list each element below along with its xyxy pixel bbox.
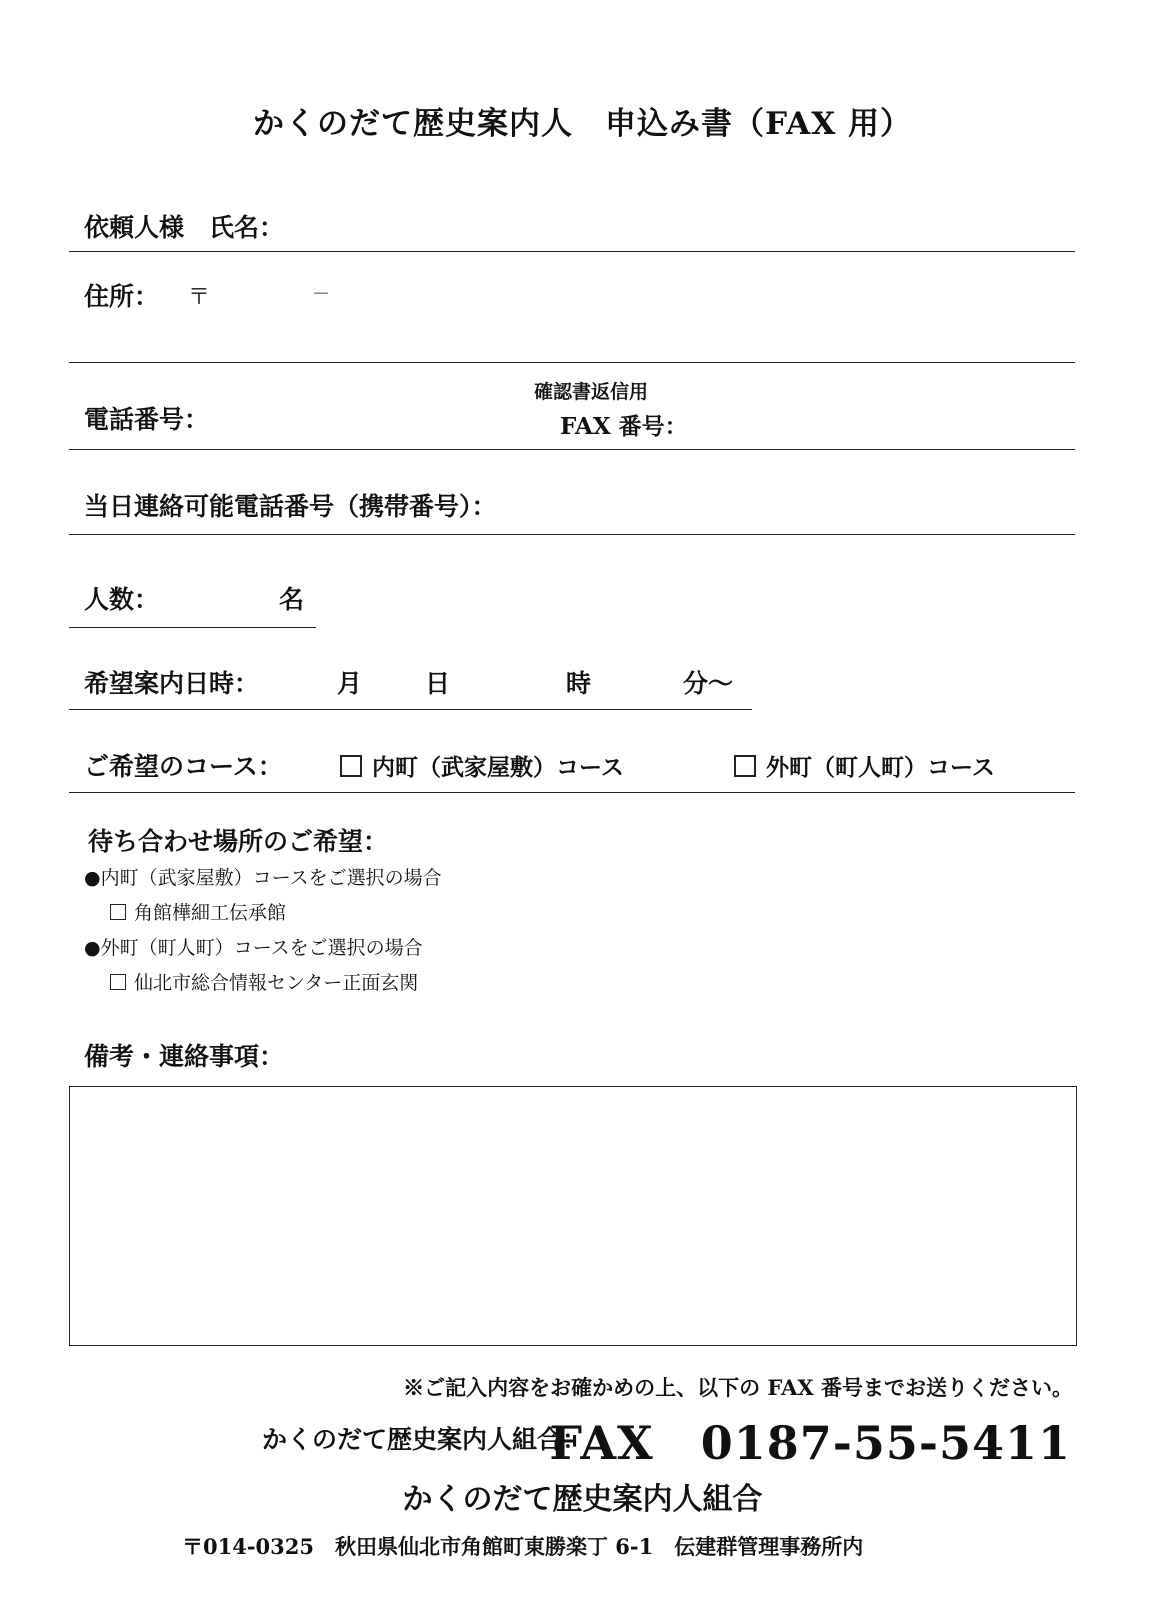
footer-address: 〒014-0325 秋田県仙北市角館町東勝楽丁 6-1 伝建群管理事務所内 <box>182 1534 864 1559</box>
course-option-uchimachi[interactable] <box>340 749 624 782</box>
datetime-label: 希望案内日時： <box>84 669 260 698</box>
checkbox-denshokan[interactable] <box>110 904 126 920</box>
footer-org-name: かくのだて歴史案内人組合 <box>402 1482 763 1517</box>
course-option-sotomachi[interactable] <box>734 749 995 782</box>
footer-note: ※ご記入内容をお確かめの上、以下の FAX 番号までお送りください。 <box>403 1375 1073 1400</box>
mobile-field-line[interactable] <box>69 534 1075 535</box>
remarks-label: 備考・連絡事項： <box>84 1042 285 1071</box>
address-field-line[interactable] <box>69 362 1075 363</box>
name-label: 依頼人様 氏名： <box>84 213 285 242</box>
people-field-line[interactable] <box>69 627 316 628</box>
checkbox-sotomachi[interactable] <box>734 755 756 777</box>
postal-dash: － <box>312 284 330 305</box>
meeting-option-info-center-label: 仙北市総合情報センター正面玄関 <box>134 972 419 994</box>
footer-org-prefix: かくのだて歴史案内人組合： <box>262 1425 588 1454</box>
form-title: かくのだて歴史案内人 申込み書（FAX 用） <box>252 106 913 142</box>
name-field-line[interactable] <box>69 251 1075 252</box>
postal-mark: 〒 <box>188 285 211 310</box>
course-field-line <box>69 792 1075 793</box>
footer-fax-number: FAX 0187-55-5411 <box>549 1416 1071 1470</box>
course-option-uchimachi-label: 内町（武家屋敷）コース <box>372 754 624 781</box>
course-label: ご希望のコース： <box>84 752 283 781</box>
meeting-option-info-center[interactable] <box>110 968 418 995</box>
reply-note: 確認書返信用 <box>534 381 649 403</box>
address-label: 住所： <box>84 282 160 311</box>
meeting-option-denshokan[interactable] <box>110 898 286 925</box>
people-label: 人数： <box>84 585 160 614</box>
hour-unit: 時 <box>566 669 592 698</box>
month-unit: 月 <box>337 669 363 698</box>
meeting-condition-uchimachi: ●内町（武家屋敷）コースをご選択の場合 <box>84 867 442 889</box>
meeting-label: 待ち合わせ場所のご希望： <box>88 827 389 856</box>
phone-field-line[interactable] <box>69 449 1075 450</box>
meeting-condition-sotomachi: ●外町（町人町）コースをご選択の場合 <box>84 937 423 959</box>
minute-unit: 分～ <box>683 669 734 698</box>
day-unit: 日 <box>425 669 451 698</box>
phone-label: 電話番号： <box>84 405 210 434</box>
fax-label: FAX 番号： <box>560 413 688 440</box>
checkbox-uchimachi[interactable] <box>340 755 362 777</box>
people-unit: 名 <box>279 585 305 614</box>
datetime-field-line[interactable] <box>69 709 752 710</box>
remarks-box[interactable] <box>69 1086 1077 1346</box>
course-option-sotomachi-label: 外町（町人町）コース <box>766 754 995 781</box>
mobile-label: 当日連絡可能電話番号（携帯番号）： <box>84 492 497 521</box>
meeting-option-denshokan-label: 角館樺細工伝承館 <box>134 902 287 924</box>
checkbox-info-center[interactable] <box>110 974 126 990</box>
